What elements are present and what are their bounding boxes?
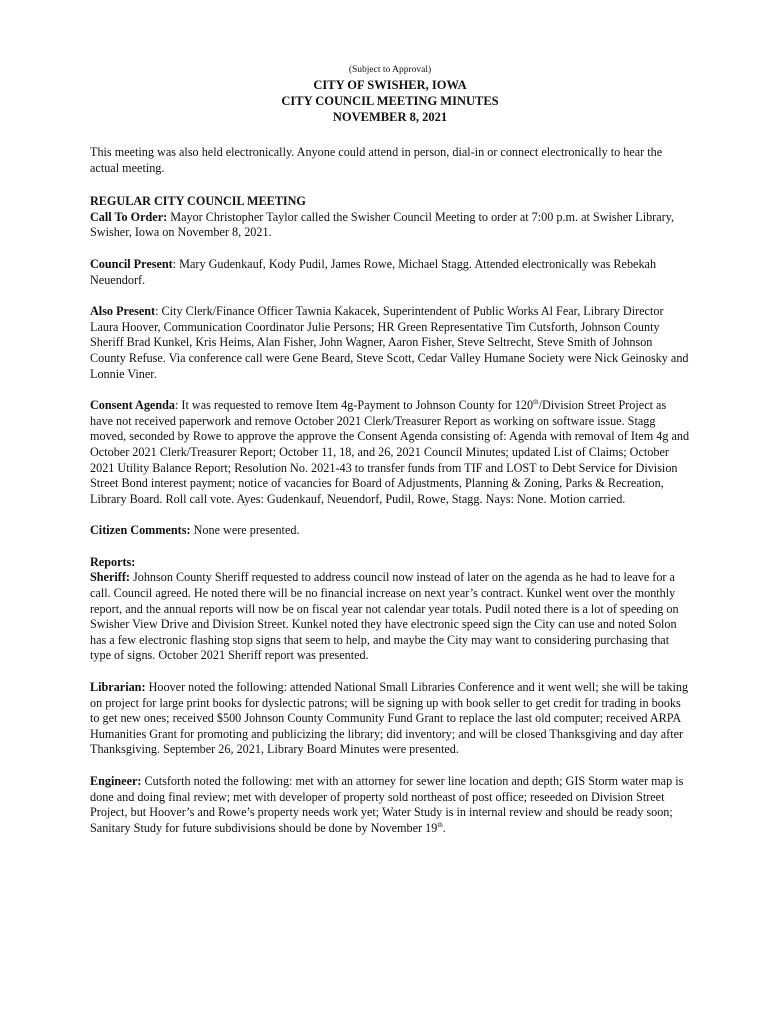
document-header	[90, 64, 690, 125]
librarian-text: Hoover noted the following: attended National Small Libraries Conference and it went well; she will be taking on project for large print books for dyslectic patrons; will be signing up with book seller to get credit for trading in books to get new ones; received $500 Johnson County Community Fund Grant to replace the last old computer; received ARPA Humanities Grant for promoting and publicizing the library; did inventory; and will be closed Thanksgiving and day after Thanksgiving. September 26, 2021, Library Board Minutes were presented.	[90, 680, 689, 757]
consent-agenda-superscript: th	[533, 398, 539, 407]
meeting-date: NOVEMBER 8, 2021	[332, 110, 448, 124]
also-present-paragraph	[90, 304, 690, 382]
librarian-paragraph	[90, 680, 690, 758]
engineer-label: Engineer:	[90, 774, 142, 788]
council-present-label: Council Present	[90, 256, 173, 271]
reports-heading-text: Reports:	[90, 554, 136, 569]
citizen-comments-text: None were presented.	[190, 523, 300, 538]
intro-paragraph: This meeting was also held electronically. Anyone could attend in person, dial-in or connect electronically to hear the actual meeting.	[90, 145, 663, 175]
engineer-superscript: th	[437, 820, 443, 829]
document-title: CITY COUNCIL MEETING MINUTES	[281, 94, 499, 108]
reports-heading	[90, 555, 690, 571]
call-to-order-label: Call To Order:	[90, 209, 168, 224]
consent-agenda-label: Consent Agenda	[90, 398, 175, 413]
council-present-text: : Mary Gudenkauf, Kody Pudil, James Rowe, Michael Stagg. Attended electronically was Rebekah Neuendorf.	[90, 256, 657, 287]
engineer-text-b: .	[442, 820, 446, 835]
approval-note: (Subject to Approval)	[348, 65, 432, 75]
sheriff-paragraph	[90, 570, 690, 664]
city-name: CITY OF SWISHER, IOWA	[313, 78, 467, 92]
also-present-label: Also Present	[90, 304, 156, 319]
consent-agenda-text-a: : It was requested to remove Item 4g-Payment to Johnson County for 120	[175, 398, 534, 413]
librarian-label: Librarian:	[90, 680, 146, 695]
engineer-paragraph	[90, 774, 690, 836]
council-present-paragraph	[90, 257, 690, 288]
call-to-order-paragraph	[90, 210, 690, 241]
citizen-comments-label: Citizen Comments:	[90, 523, 191, 538]
regular-meeting-heading-text: REGULAR CITY COUNCIL MEETING	[90, 194, 306, 209]
call-to-order-text: Mayor Christopher Taylor called the Swisher Council Meeting to order at 7:00 p.m. at Swisher Library, Swisher, Iowa on November 8, 2021.	[90, 209, 675, 240]
sheriff-text: Johnson County Sheriff requested to address council now instead of later on the agenda as he had to leave for a call. Council agreed. He noted there will be no financial increase on next year’s contract. Kunkel went over the monthly report, and the annual reports will now be on fiscal year not calendar year totals. Pudil noted there is a lot of speeding on Swisher View Drive and Division Street. Kunkel noted they have electronic speed sign the City can use and noted Solon has a few electronic flashing stop signs that seem to help, and maybe the City may want to considering purchasing that type of signs. October 2021 Sheriff report was presented.	[90, 570, 679, 663]
engineer-text-a: Cutsforth noted the following: met with an attorney for sewer line location and depth; GIS Storm water map is done and doing final review; met with developer of property sold northeast of post office; reseeded on Division Street Project, but Hoover’s and Rowe’s property needs work yet; Water Study is in internal review and should be ready soon; Sanitary Study for future subdivisions should be done by November 19	[90, 774, 684, 835]
regular-meeting-heading	[90, 194, 690, 210]
consent-agenda-paragraph	[90, 398, 690, 507]
also-present-text: : City Clerk/Finance Officer Tawnia Kakacek, Superintendent of Public Works Al Fear, Library Director Laura Hoover, Communication Coordinator Julie Persons; HR Green Representative Tim Cutsforth, Johnson County Sheriff Brad Kunkel, Kris Heims, Alan Fisher, John Wagner, Aaron Fisher, Steve Seltrecht, Steve Smith of Johnson County Refuse. Via conference call were Gene Beard, Steve Scott, Cedar Valley Humane Society were Nick Geinosky and Lonnie Viner.	[90, 304, 689, 381]
consent-agenda-text-b: /Division Street Project as have not received paperwork and remove October 2021 Clerk/Treasurer Report as working on software issue. Stagg moved, seconded by Rowe to approve the approve the Consent Agenda consisting of: Agenda with removal of Item 4g and October 2021 Clerk/Treasurer Report; October 11, 18, and 26, 2021 Council Minutes; updated List of Claims; October 2021 Utility Balance Report; Resolution No. 2021-43 to transfer funds from TIF and LOST to Debt Service for Division Street Bond interest payment; notice of vacancies for Board of Adjustments, Planning & Zoning, Parks & Recreation, Library Board. Roll call vote. Ayes: Gudenkauf, Neuendorf, Pudil, Rowe, Stagg. Nays: None. Motion carried.	[90, 398, 690, 506]
citizen-comments-paragraph	[90, 523, 690, 539]
sheriff-label: Sheriff:	[90, 570, 130, 585]
